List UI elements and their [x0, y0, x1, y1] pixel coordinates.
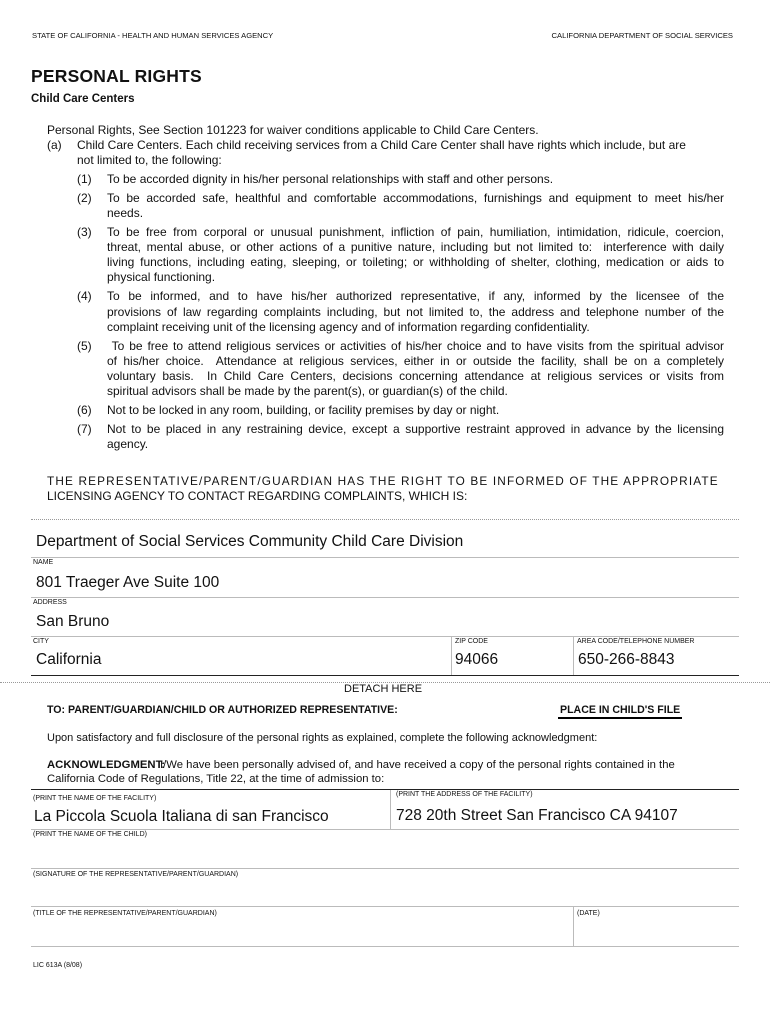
rights-item-number: (4) [77, 289, 92, 304]
intro-text: Personal Rights, See Section 101223 for waiver conditions applicable to Child Care Centers. [47, 123, 539, 137]
page-subtitle: Child Care Centers [31, 93, 135, 105]
facility-address-label: (PRINT THE ADDRESS OF THE FACILITY) [396, 791, 533, 798]
rights-item-text: provisions of law regarding complaints including, but not limited to, the address and telephone number of the [107, 304, 724, 319]
upon-text: Upon satisfactory and full disclosure of the personal rights as explained, complete the following acknowledgment: [47, 732, 598, 744]
agency-address-label: ADDRESS [33, 599, 67, 606]
rights-item-number: (7) [77, 421, 92, 436]
rights-item-text: of his/her choice. Attendance at religious services, either in or outside the facility, shall be on a completely [107, 353, 724, 368]
ack-line1: I/We have been personally advised of, and have received a copy of the personal rights contained in the [160, 759, 675, 771]
rights-item-number: (1) [77, 172, 92, 186]
rights-item-number: (3) [77, 225, 92, 240]
rights-item-text: spiritual advisors shall be made by the parent(s), or guardian(s) of the child. [107, 383, 508, 398]
rights-item-text: agency. [107, 437, 149, 451]
rights-item-text: To be accorded safe, healthful and comfortable accommodations, furnishings and equipment to meet his/her [107, 191, 724, 205]
rights-item-text: voluntary basis. In Child Care Centers, decisions concerning attendance at religious services or visits from [107, 368, 724, 383]
ack-label: ACKNOWLEDGMENT: [47, 759, 165, 771]
agency-city-value: San Bruno [36, 613, 110, 630]
divider [31, 829, 739, 830]
rights-item-text: complaint receiving unit of the licensing agency and of information regarding confidentiality. [107, 319, 590, 334]
to-line: TO: PARENT/GUARDIAN/CHILD OR AUTHORIZED REPRESENTATIVE: [47, 704, 398, 716]
divider [31, 519, 739, 520]
rights-item-text: To be accorded dignity in his/her personal relationships with staff and other persons. [107, 172, 554, 186]
divider [31, 946, 739, 947]
header-agency-right: CALIFORNIA DEPARTMENT OF SOCIAL SERVICES [551, 31, 733, 40]
child-name-label: (PRINT THE NAME OF THE CHILD) [33, 831, 147, 838]
rights-item-text: Not to be locked in any room, building, or facility premises by day or night. [107, 402, 500, 417]
rights-item-text: living functions, including eating, sleeping, or toileting; or withholding of shelter, clothing, medication or aids to [107, 255, 724, 270]
page-title: PERSONAL RIGHTS [31, 66, 202, 86]
section-a-line2: not limited to, the following: [77, 153, 222, 167]
agency-address-value: 801 Traeger Ave Suite 100 [36, 574, 220, 591]
divider [31, 675, 739, 676]
agency-city-label: CITY [33, 638, 49, 645]
rights-item-text: needs. [107, 206, 144, 221]
title-label: (TITLE OF THE REPRESENTATIVE/PARENT/GUARDIAN) [33, 910, 217, 917]
section-a-line1: Child Care Centers. Each child receiving services from a Child Care Center shall have rights which include, but are [77, 138, 686, 152]
place-in-file-label: PLACE IN CHILD'S FILE [558, 704, 682, 719]
divider [31, 868, 739, 869]
rights-item-text: To be free from corporal or unusual punishment, infliction of pain, humiliation, intimidation, ridicule, coercion, [107, 225, 724, 240]
header-agency-left: STATE OF CALIFORNIA - HEALTH AND HUMAN SERVICES AGENCY [32, 31, 274, 40]
rights-item-text: To be informed, and to have his/her authorized representative, if any, informed by the licensee of the [107, 289, 724, 304]
signature-field[interactable] [31, 880, 739, 906]
signature-label: (SIGNATURE OF THE REPRESENTATIVE/PARENT/GUARDIAN) [33, 871, 239, 878]
form-number: LIC 613A (8/08) [33, 962, 83, 969]
divider [31, 789, 739, 790]
agency-phone-label: AREA CODE/TELEPHONE NUMBER [577, 638, 695, 645]
agency-name-value: Department of Social Services Community Child Care Division [36, 533, 464, 550]
divider [31, 557, 739, 558]
agency-phone-value: 650-266-8843 [578, 651, 675, 668]
divider [573, 636, 574, 676]
notice-line1: THE REPRESENTATIVE/PARENT/GUARDIAN HAS THE RIGHT TO BE INFORMED OF THE APPROPRIATE [47, 474, 719, 488]
child-name-field[interactable] [31, 840, 739, 868]
agency-zip-label: ZIP CODE [455, 638, 488, 645]
rights-item-text: To be free to attend religious services or activities of his/her choice and to have visits from the spiritual advisor [107, 338, 724, 353]
rights-item-text: threat, mental abuse, or other actions of a punitive nature, including but not limited to: interference with daily [107, 240, 724, 255]
ack-line2: California Code of Regulations, Title 22, at the time of admission to: [47, 773, 385, 785]
divider [573, 906, 574, 946]
title-field[interactable] [31, 920, 571, 945]
divider [31, 906, 739, 907]
divider [31, 636, 739, 637]
notice-line2: LICENSING AGENCY TO CONTACT REGARDING COMPLAINTS, WHICH IS: [47, 489, 468, 503]
rights-item-number: (5) [77, 338, 92, 353]
section-a-label: (a) [47, 138, 62, 152]
detach-here-label: DETACH HERE [344, 683, 423, 695]
rights-item-text: physical functioning. [107, 270, 216, 285]
facility-address-field[interactable]: 728 20th Street San Francisco CA 94107 [396, 807, 678, 824]
divider [451, 636, 452, 676]
facility-name-label: (PRINT THE NAME OF THE FACILITY) [33, 795, 157, 802]
rights-item-number: (2) [77, 191, 92, 205]
agency-state-value: California [36, 651, 102, 668]
agency-zip-value: 94066 [455, 651, 499, 668]
date-label: (DATE) [577, 910, 600, 917]
rights-item-number: (6) [77, 402, 92, 417]
date-field[interactable] [575, 920, 739, 945]
divider [31, 597, 739, 598]
agency-name-label: NAME [33, 559, 54, 566]
facility-name-field[interactable]: La Piccola Scuola Italiana di san Francisco [34, 808, 329, 825]
rights-item-text: Not to be placed in any restraining device, except a supportive restraint approved in advance by the licensing [107, 421, 724, 436]
divider [390, 790, 391, 830]
